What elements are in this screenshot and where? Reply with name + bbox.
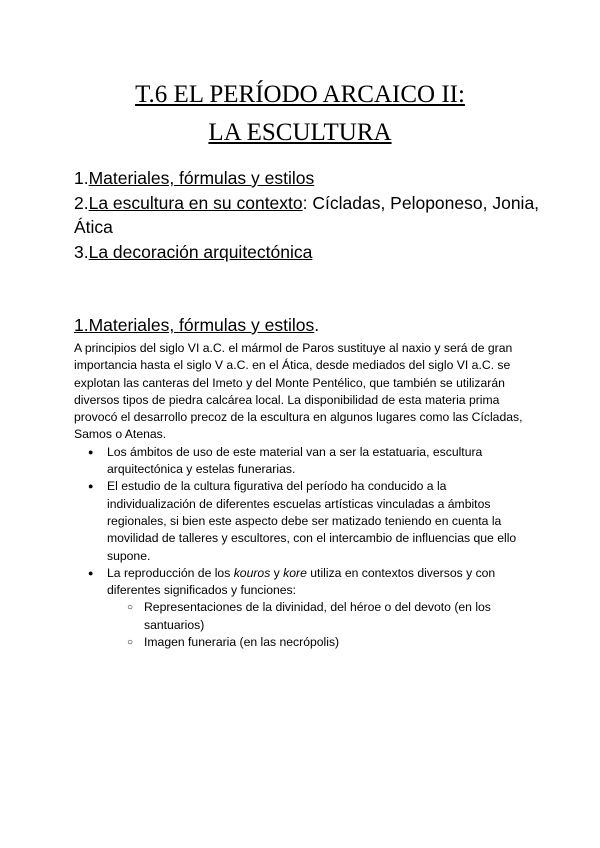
title-line-1: T.6 EL PERÍODO ARCAICO II: — [135, 81, 465, 108]
list-item: ● El estudio de la cultura figurativa del período ha conducido a la individualización de diferentes escuelas artísticas vinculadas a ámbitos regionales, si bien este aspecto debe ser matizado teniendo en cuenta la movilidad de talleres y escultores, con el intercambio de influencias que ello supone. — [88, 479, 517, 563]
section-heading: 1.Materiales, fórmulas y estilos. — [74, 315, 320, 335]
table-of-contents — [74, 166, 544, 264]
bullet-icon: ● — [88, 481, 94, 492]
hollow-bullet-icon: ○ — [127, 637, 134, 649]
section-body — [74, 340, 524, 651]
list-item: ● Los ámbitos de uso de este material van a ser la estatuaria, escultura arquitectónica y estelas funerarias. — [88, 444, 483, 477]
bullet-list — [74, 444, 524, 652]
intro-paragraph: A principios del siglo VI a.C. el mármol de Paros sustituye al naxio y será de gran importancia hasta el siglo V a.C. en el Ática, desde mediados del siglo VI a.C. se explotan las canteras del Imeto y del Monte Pentélico, que también se utilizarán diversos tipos de piedra calcárea local. La disponibilidad de esta materia prima provocó el desarrollo precoz de la escultura en algunos lugares como las Cícladas, Samos o Atenas. — [74, 341, 523, 442]
toc-link-contexto[interactable]: La escultura en su contexto — [88, 192, 303, 213]
toc-link-materiales[interactable]: Materiales, fórmulas y estilos — [88, 168, 315, 188]
sub-list-item: ○ Representaciones de la divinidad, del héroe o del devoto (en los santuarios) — [127, 600, 491, 632]
bullet-icon: ● — [88, 446, 94, 457]
toc-link-decoracion[interactable]: La decoración arquitectónica — [88, 241, 313, 262]
title-line-2: LA ESCULTURA — [208, 119, 392, 146]
page-title — [60, 76, 540, 152]
hollow-bullet-icon: ○ — [127, 602, 134, 614]
toc-item-2: 2.La escultura en su contexto: Cícladas, Peloponeso, Jonia, Ática — [74, 192, 540, 237]
toc-item-1: 1.Materiales, fórmulas y estilos — [74, 168, 315, 188]
sub-list — [107, 599, 524, 651]
toc-item-3: 3.La decoración arquitectónica — [74, 241, 313, 262]
sub-list-item: ○ Imagen funeraria (en las necrópolis) — [107, 634, 524, 651]
list-item: ● La reproducción de los kouros y kore utiliza en contextos diversos y con diferentes significados y funciones: ○ Representaciones de la divinidad, del héroe o del devoto (en los santuarios) ○ Imagen funeraria (en las necrópolis) — [74, 565, 524, 651]
bullet-icon: ● — [88, 567, 94, 578]
